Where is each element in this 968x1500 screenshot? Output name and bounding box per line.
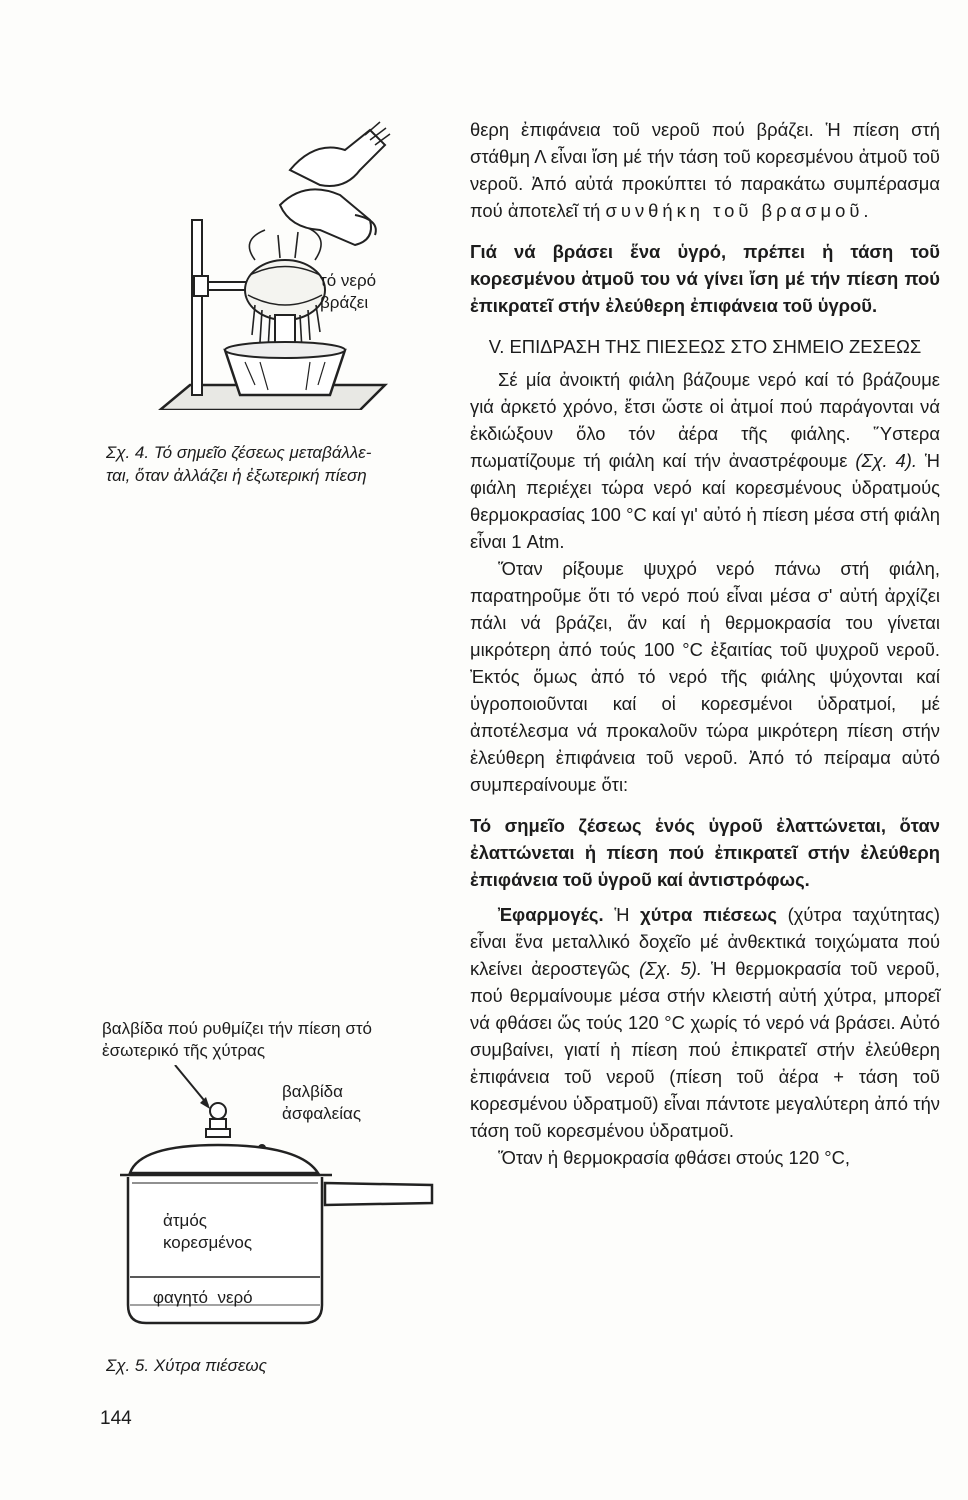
paragraph-4: Ἐφαρμογές. Ἡ χύτρα πιέσεως (χύτρα ταχύτητας) εἶναι ἕνα μεταλλικό δοχεῖο μέ ἀνθεκτικά τοιχώματα πού κλείνει ἀεροστεγῶς (Σχ. 5). Ἡ θερμοκρασία τοῦ νεροῦ, πού θερμαίνουμε μέσα στήν κλειστή αὐτή χύτρα, μπορεῖ νά φθάσει ὥς τούς 120 °C χωρίς τό νερό νά βράσει. Αὐτό συμβαίνει, γιατί ἡ πίεση πού ἐπικρατεῖ στήν ἐλεύθερη ἐπιφάνεια τοῦ νεροῦ (πίεση τοῦ ἀέρα + τάση τοῦ κορεσμένου ὑδρατμοῦ) εἶναι πάντοτε μεγαλύτερη ἀπό τήν τάση τοῦ κορεσμένου ὑδρατμοῦ.	[470, 904, 940, 1141]
figure-4-caption: Σχ. 4. Τό σημεῖο ζέσεως μεταβάλλε- ται, ὅταν ἀλλάζει ἡ ἐξωτερική πίεση	[106, 443, 372, 485]
paragraph-5: Ὅταν ἡ θερμοκρασία φθάσει στούς 120 °C,	[498, 1147, 851, 1168]
section-heading: V. ΕΠΙΔΡΑΣΗ ΤΗΣ ΠΙΕΣΕΩΣ ΣΤΟ ΣΗΜΕΙΟ ΖΕΣΕΩΣ	[488, 336, 922, 357]
pressure-cooker-illustration	[100, 1065, 440, 1335]
paragraph-2: Σέ μία ἀνοικτή φιάλη βάζουμε νερό καί τό βράζουμε γιά ἀρκετό χρόνο, ἔτσι ὥστε οἱ ἀτμοί πού παράγονται νά ἐκδιώξουν ὅλο τόν ἀέρα τῆς φιάλης. Ὕστερα πωματίζουμε τή φιάλη καί τήν ἀναστρέφουμε (Σχ. 4). Ἡ φιάλη περιέχει τώρα νερό καί κορεσμένους ὑδρατμούς θερμοκρασίας 100 °C καί γι' αὐτό ἡ πίεση μέσα στή φιάλη εἶναι 1 Atm.	[470, 369, 940, 552]
cooker-lid	[130, 1145, 318, 1173]
page-number: 144	[100, 1408, 132, 1429]
paragraph-1: θερη ἐπιφάνεια τοῦ νεροῦ πού βράζει. Ἡ πίεση στή στάθμη Λ εἶναι ἴση μέ τήν τάση τοῦ κορεσμένου ἀτμοῦ τοῦ νεροῦ. Ἀπό αὐτά προκύπτει τό παρακάτω συμπέρασμα πού ἀποτελεῖ τή συνθήκη τοῦ βρασμοῦ.	[470, 119, 940, 221]
water-jug	[280, 189, 371, 245]
boiling-point-rule: Τό σημεῖο ζέσεως ἑνός ὑγροῦ ἐλαττώνεται, ὅταν ἐλαττώνεται ἡ πίεση πού ἐπικρατεῖ στήν ἐλεύθερη ἐπιφάνεια τοῦ ὑγροῦ καί ἀντιστρόφως.	[470, 815, 940, 890]
figure-4-illustration	[130, 110, 430, 410]
food-water-label: φαγητό νερό	[153, 1288, 253, 1307]
stand-rod	[192, 220, 202, 395]
cooker-handle	[325, 1183, 432, 1205]
steam-label: ἀτμός κορεσμένος	[163, 1211, 253, 1252]
boiling-condition-rule: Γιά νά βράσει ἕνα ὑγρό, πρέπει ἡ τάση τοῦ κορεσμένου ἀτμοῦ του νά γίνει ἴση μέ τήν πίεση πού ἐπικρατεῖ στήν ἐλεύθερη ἐπιφάνεια τοῦ ὑγροῦ.	[470, 241, 940, 316]
figure-5-caption: Σχ. 5. Χύτρα πιέσεως	[106, 1356, 267, 1375]
valve-pointer-arrow	[175, 1065, 208, 1105]
pressure-valve-label: βαλβίδα πού ρυθμίζει τήν πίεση στό ἐσωτερικό τῆς χύτρας	[102, 1019, 373, 1060]
right-column	[470, 116, 940, 1171]
safety-valve-label: βαλβίδα ἀσφαλείας	[282, 1082, 362, 1123]
paragraph-3: Ὅταν ρίξουμε ψυχρό νερό πάνω στή φιάλη, παρατηροῦμε ὅτι τό νερό πού εἶναι μέσα σ' αὐτή ἀρχίζει πάλι νά βράζει, ἄν καί ἡ θερμοκρασία του γίνεται μικρότερη ἀπό τούς 100 °C ἐξαιτίας τοῦ ψυχροῦ νεροῦ. Ἐκτός ὅμως ἀπό τό νερό τῆς φιάλης ψύχονται καί ὑγροποιοῦνται καί οἱ κορεσμένοι ὑδρατμοί, μέ ἀποτέλεσμα νά προκαλοῦν τώρα μικρότερη πίεση στήν ἐλεύθερη ἐπιφάνεια τοῦ νεροῦ. Ἀπό τό πείραμα αὐτό συμπεραίνουμε ὅτι:	[470, 558, 940, 795]
figure-4-boiling-label: τό νερό βράζει	[320, 271, 377, 312]
hand	[290, 130, 385, 186]
inverted-flask	[245, 260, 325, 320]
pressure-valve	[210, 1103, 226, 1119]
